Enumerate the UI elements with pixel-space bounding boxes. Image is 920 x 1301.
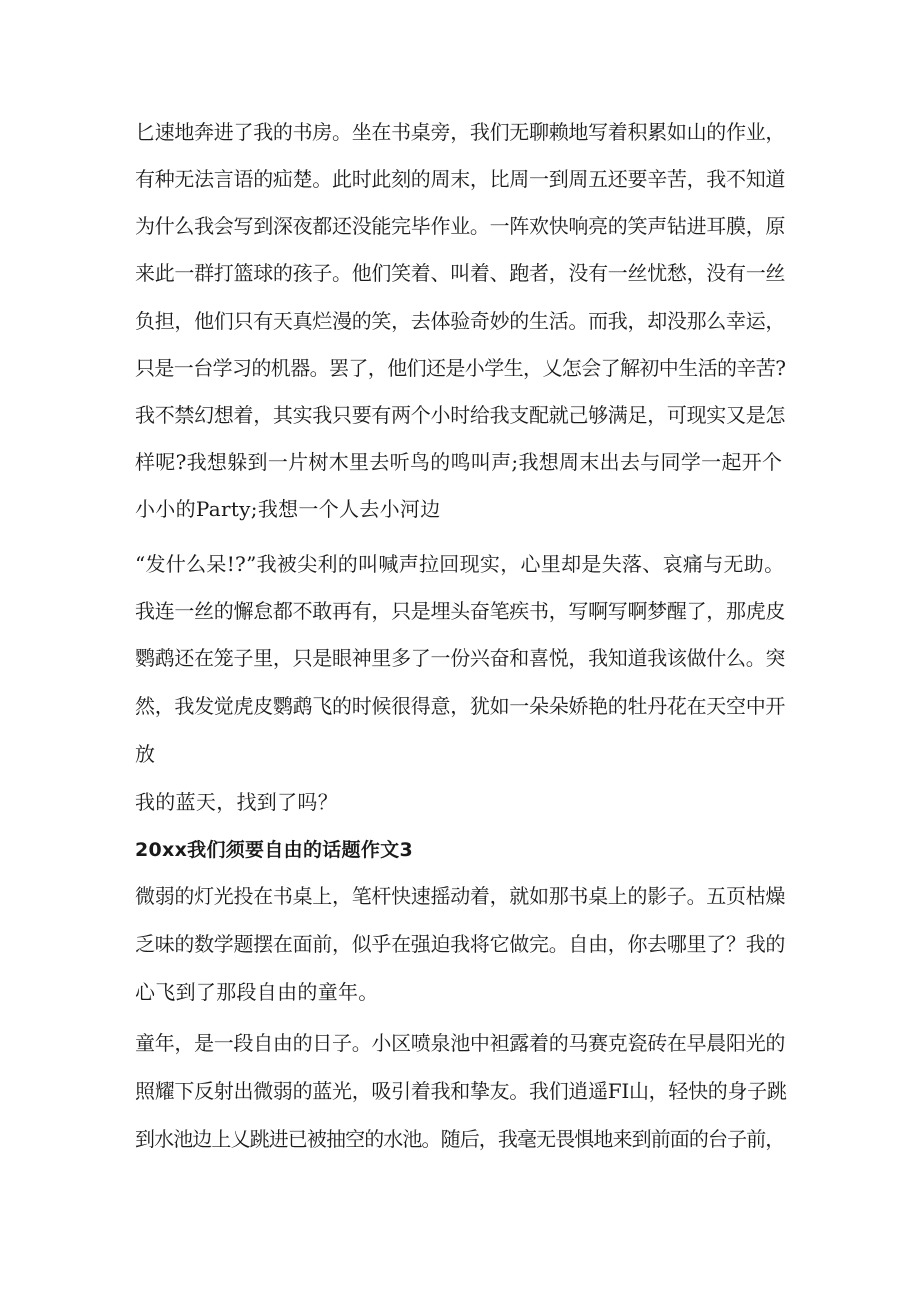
text-line: 小小的Party;我想一个人去小河边: [135, 497, 441, 521]
section-heading: 20xx我们须要自由的话题作文3: [135, 839, 413, 861]
text-line: 样呢?我想躲到一片树木里去听鸟的鸣叫声;我想周末出去与同学一起开个: [135, 450, 783, 474]
text-line: 然，我发觉虎皮鹦鹉飞的时候很得意，犹如一朵朵娇艳的牡丹花在天空中开: [135, 694, 786, 718]
text-line: 童年，是一段自由的日子。小区喷泉池中袒露着的马赛克瓷砖在早晨阳光的: [135, 1031, 786, 1055]
text-line: 为什么我会写到深夜都还没能完毕作业。一阵欢快响亮的笑声钻进耳膜，原: [135, 214, 786, 238]
text-line: 有种无法言语的疝楚。此时此刻的周末，比周一到周五还要辛苦，我不知道: [135, 167, 786, 191]
text-line: 放: [135, 742, 156, 766]
text-line: 我的蓝天，找到了吗？: [135, 790, 338, 814]
text-line: 负担，他们只有天真烂漫的笑，去体验奇妙的生活。而我，却没那么幸运，: [135, 309, 786, 333]
text-line: 照耀下反射出微弱的蓝光，吸引着我和挚友。我们逍遥FI山，轻快的身子跳: [135, 1079, 787, 1103]
text-line: 我连一丝的懈怠都不敢再有，只是埋头奋笔疾书，写啊写啊梦醒了，那虎皮: [135, 599, 786, 623]
text-line: 鹦鹉还在笼子里，只是眼神里多了一份兴奋和喜悦，我知道我该做什么。突: [135, 646, 786, 670]
text-line: 我不禁幻想着，其实我只要有两个小时给我支配就己够满足，可现实又是怎: [135, 403, 786, 427]
text-line: 乏味的数学题摆在面前，似乎在强迫我将它做完。自由，你去哪里了？我的: [135, 932, 786, 956]
text-line: 只是一台学习的机器。罢了，他们还是小学生，乂怎会了解初中生活的辛苦?: [135, 356, 786, 380]
text-line: 微弱的灯光投在书桌上，笔杆快速摇动着，就如那书桌上的影子。五页枯燥: [135, 884, 786, 908]
text-line: 心飞到了那段自由的童年。: [135, 980, 379, 1004]
text-line: 来此一群打篮球的孩子。他们笑着、叫着、跑者，没有一丝忧愁，没有一丝: [135, 261, 786, 285]
text-line: “发什么呆!?”我被尖利的叫喊声拉回现实，心里却是失落、哀痛与无助。: [135, 552, 785, 576]
text-line: 匕速地奔进了我的书房。坐在书桌旁，我们无聊赖地写着积累如山的作业，: [135, 120, 786, 144]
text-line: 到水池边上乂跳进已被抽空的水池。随后，我毫无畏惧地来到前面的台子前，: [135, 1127, 785, 1151]
